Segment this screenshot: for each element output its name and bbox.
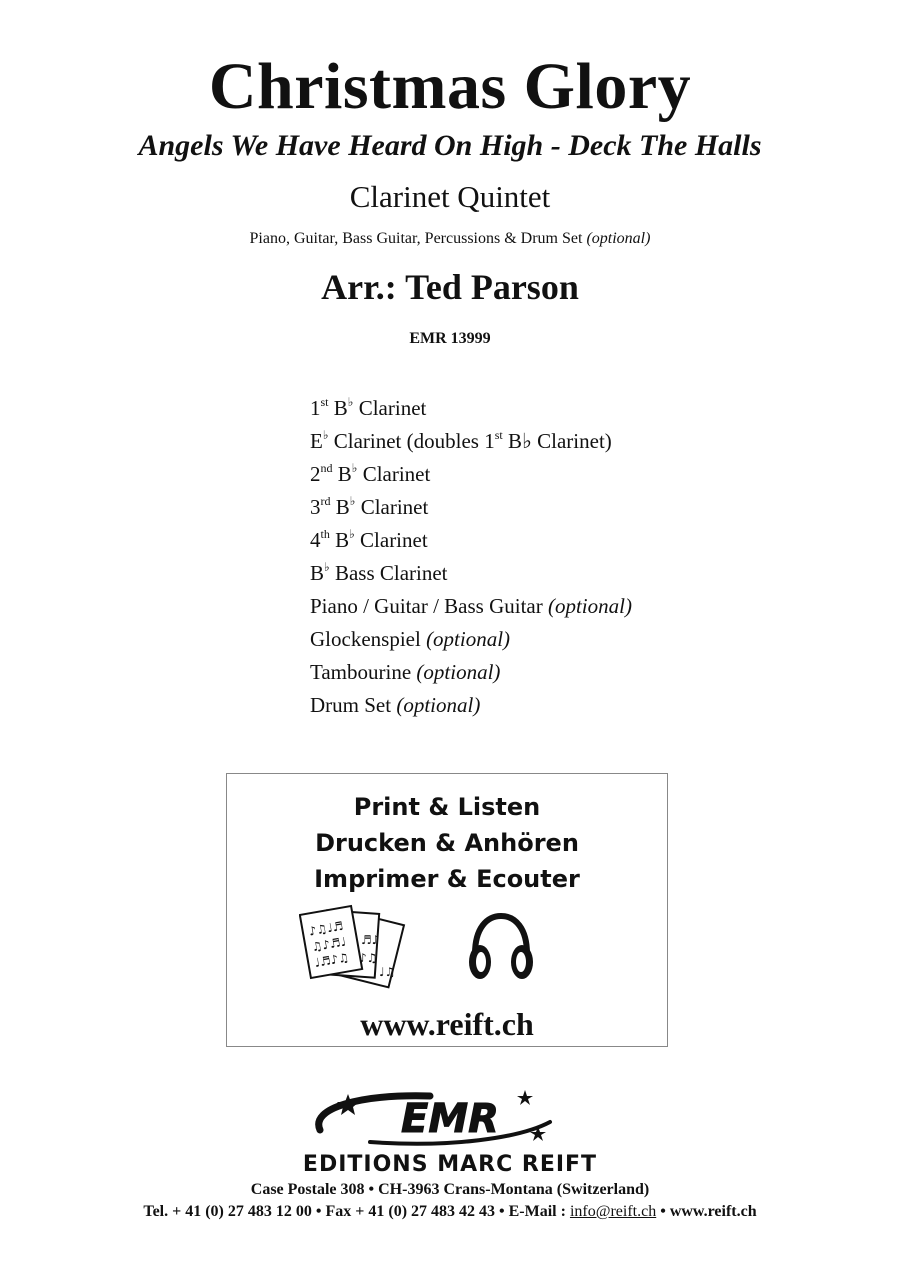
arranger: Arr.: Ted Parson <box>321 267 579 307</box>
part-item: Piano / Guitar / Bass Guitar (optional) <box>310 594 632 618</box>
parts-list <box>310 392 810 722</box>
headphones-icon <box>465 910 537 986</box>
emr-logo-text: EMR <box>401 1096 499 1142</box>
svg-text:♪♫♩♬: ♪♫♩♬ <box>307 918 345 939</box>
part-item: E♭ Clarinet (doubles 1st B♭ Clarinet) <box>310 428 612 453</box>
promo-line-fr: Imprimer & Ecouter <box>314 865 580 893</box>
publisher-address: Case Postale 308 • CH-3963 Crans-Montana (Switzerland) <box>250 1181 650 1198</box>
promo-line-de: Drucken & Anhören <box>315 829 579 857</box>
svg-text:♩♫: ♩♫ <box>379 965 396 979</box>
accompaniment <box>0 228 900 250</box>
accompaniment-text: Piano, Guitar, Bass Guitar, Percussions & Drum Set <box>249 230 583 247</box>
print-listen-box <box>226 773 668 1047</box>
contact-phone-fax: Tel. + 41 (0) 27 483 12 00 • Fax + 41 (0) 27 483 42 43 • E-Mail : <box>143 1203 570 1220</box>
svg-text:♩♬♪♫: ♩♬♪♫ <box>313 950 350 971</box>
email-link[interactable]: info@reift.ch <box>569 1203 657 1220</box>
part-item: 1st B♭ Clarinet <box>310 395 427 420</box>
website-link[interactable]: www.reift.ch <box>360 1006 534 1042</box>
part-item: Drum Set (optional) <box>310 693 481 717</box>
page-title: Christmas Glory <box>208 50 692 123</box>
svg-text:♫♪♬♩: ♫♪♬♩ <box>310 934 348 955</box>
emr-logo <box>300 1088 600 1150</box>
svg-text:♪♫: ♪♫ <box>359 951 378 965</box>
svg-text:♬♪: ♬♪ <box>361 933 380 947</box>
part-item: Tambourine (optional) <box>310 660 501 684</box>
part-item: 4th B♭ Clarinet <box>310 527 428 552</box>
part-item: B♭ Bass Clarinet <box>310 560 448 585</box>
contact-website[interactable]: • www.reift.ch <box>656 1203 757 1220</box>
accompaniment-note: (optional) <box>586 230 651 247</box>
publisher-name: EDITIONS MARC REIFT <box>302 1152 598 1177</box>
part-item: 2nd B♭ Clarinet <box>310 461 431 486</box>
promo-line-en: Print & Listen <box>353 793 541 821</box>
ensemble: Clarinet Quintet <box>349 179 551 214</box>
publisher-contact <box>0 1202 900 1222</box>
sheet-music-icon <box>299 904 411 992</box>
part-item: 3rd B♭ Clarinet <box>310 494 429 519</box>
catalog-number: EMR 13999 <box>409 330 491 347</box>
part-item: Glockenspiel (optional) <box>310 627 511 651</box>
subtitle: Angels We Have Heard On High - Deck The Halls <box>138 129 762 162</box>
